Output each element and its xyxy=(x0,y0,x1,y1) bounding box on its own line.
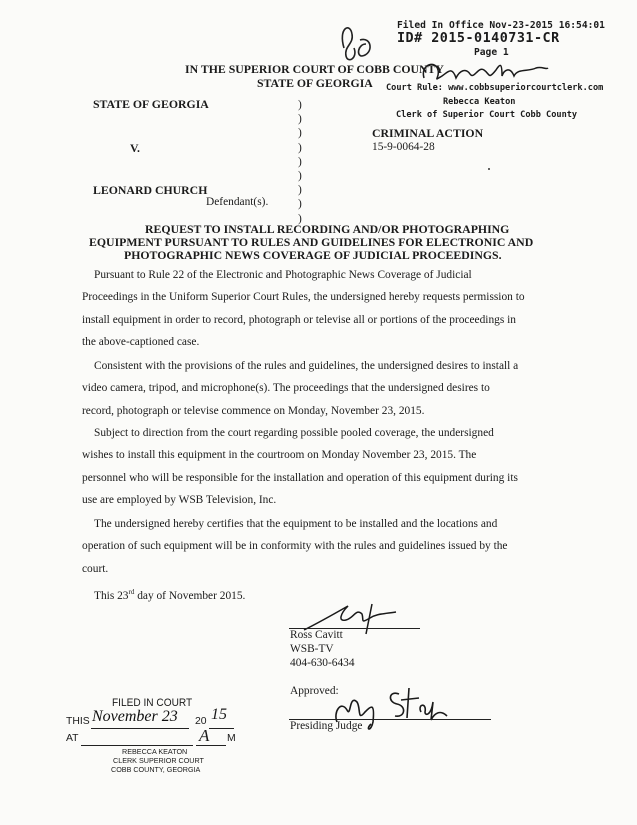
defendant-role: Defendant(s). xyxy=(206,196,269,208)
paragraph-line: Consistent with the provisions of the rules and guidelines, the undersigned desires to install a xyxy=(94,360,519,372)
title-line-3: PHOTOGRAPHIC NEWS COVERAGE OF JUDICIAL PROCEEDINGS. xyxy=(124,248,502,262)
paragraph-line: The undersigned hereby certifies that the equipment to be installed and the locations and xyxy=(94,518,498,530)
date-prefix: This 23 xyxy=(94,589,129,602)
presiding-judge-label: Presiding Judge xyxy=(290,720,363,732)
filed-in-court-title: FILED IN COURT xyxy=(112,697,193,709)
stamp-clerk-title: CLERK SUPERIOR COURT xyxy=(113,756,204,765)
filed-hand-date: November 23 xyxy=(92,708,178,725)
signer-phone: 404-630-6434 xyxy=(290,657,355,669)
clerk-name: Rebecca Keaton xyxy=(443,97,516,107)
court-header: IN THE SUPERIOR COURT OF COBB COUNTY xyxy=(185,62,444,76)
paragraph-line: court. xyxy=(82,562,109,575)
paragraph-line: Subject to direction from the court regarding possible pooled coverage, the undersigned xyxy=(94,427,494,439)
filed-at-label: AT xyxy=(66,733,79,744)
filing-id: ID# 2015-0140731-CR xyxy=(397,31,560,46)
stray-dot xyxy=(488,168,490,170)
action-type: CRIMINAL ACTION xyxy=(372,126,484,140)
paragraph-2 xyxy=(82,355,552,422)
paragraph-line: wishes to install this equipment in the courtroom on Monday November 23, 2015. The xyxy=(82,449,477,462)
dated-line xyxy=(94,588,245,602)
approved-label: Approved: xyxy=(290,685,339,697)
filed-time-line xyxy=(81,745,193,746)
paragraph-line: use are employed by WSB Television, Inc. xyxy=(82,494,277,507)
signer-name: Ross Cavitt xyxy=(290,629,343,641)
court-state: STATE OF GEORGIA xyxy=(257,76,373,90)
filed-timestamp: Filed In Office Nov-23-2015 16:54:01 xyxy=(397,20,605,31)
paragraph-line: operation of such equipment will be in conformity with the rules and guidelines issued by the xyxy=(82,540,508,553)
date-suffix: day of November 2015. xyxy=(134,589,246,602)
paragraph-line: the above-captioned case. xyxy=(82,336,200,349)
title-line-1: REQUEST TO INSTALL RECORDING AND/OR PHOTOGRAPHING xyxy=(145,222,510,236)
filed-ampm-line xyxy=(196,745,226,746)
stamp-county: COBB COUNTY, GEORGIA xyxy=(111,765,201,774)
clerk-title: Clerk of Superior Court Cobb County xyxy=(396,110,578,120)
page-number: Page 1 xyxy=(474,47,509,58)
defendant-name: LEONARD CHURCH xyxy=(93,183,208,197)
filed-year-prefix: 20 xyxy=(195,716,207,727)
case-number: 15-9-0064-28 xyxy=(372,141,435,153)
paragraph-4 xyxy=(82,513,552,580)
stamp-clerk-name: REBECCA KEATON xyxy=(122,747,188,756)
filed-date-line xyxy=(91,728,189,729)
paragraph-line: video camera, tripod, and microphone(s). The proceedings that the undersigned desires to xyxy=(82,382,490,395)
filed-hand-ampm: A xyxy=(199,726,210,745)
date-ordinal: rd xyxy=(128,588,135,596)
paragraph-line: Pursuant to Rule 22 of the Electronic and Photographic News Coverage of Judicial xyxy=(94,269,472,281)
paragraph-3 xyxy=(82,422,552,512)
paragraph-line: install equipment in order to record, photograph or televise all or portions of the proceedings in xyxy=(82,313,516,326)
filed-this-label: THIS xyxy=(66,716,90,727)
plaintiff-name: STATE OF GEORGIA xyxy=(93,97,209,111)
filed-year-line xyxy=(209,728,234,729)
paragraph-line: personnel who will be responsible for the installation and operation of this equipment during its xyxy=(82,471,518,484)
filed-m-label: M xyxy=(227,733,236,744)
court-rule-url: Court Rule: www.cobbsuperiorcourtclerk.com xyxy=(386,83,604,93)
filed-hand-year: 15 xyxy=(211,706,227,723)
signer-org: WSB-TV xyxy=(290,643,334,655)
paragraph-line: Proceedings in the Uniform Superior Court Rules, the undersigned hereby requests permission to xyxy=(82,291,525,304)
paragraph-1 xyxy=(82,264,552,354)
paragraph-line: record, photograph or televise commence on Monday, November 23, 2015. xyxy=(82,404,425,417)
title-line-2: EQUIPMENT PURSUANT TO RULES AND GUIDELINES FOR ELECTRONIC AND xyxy=(89,235,534,249)
caption-parentheses: ) ) ) ) ) ) ) ) ) xyxy=(298,99,302,225)
versus-label: V. xyxy=(130,141,140,155)
handwritten-initials xyxy=(330,18,380,68)
